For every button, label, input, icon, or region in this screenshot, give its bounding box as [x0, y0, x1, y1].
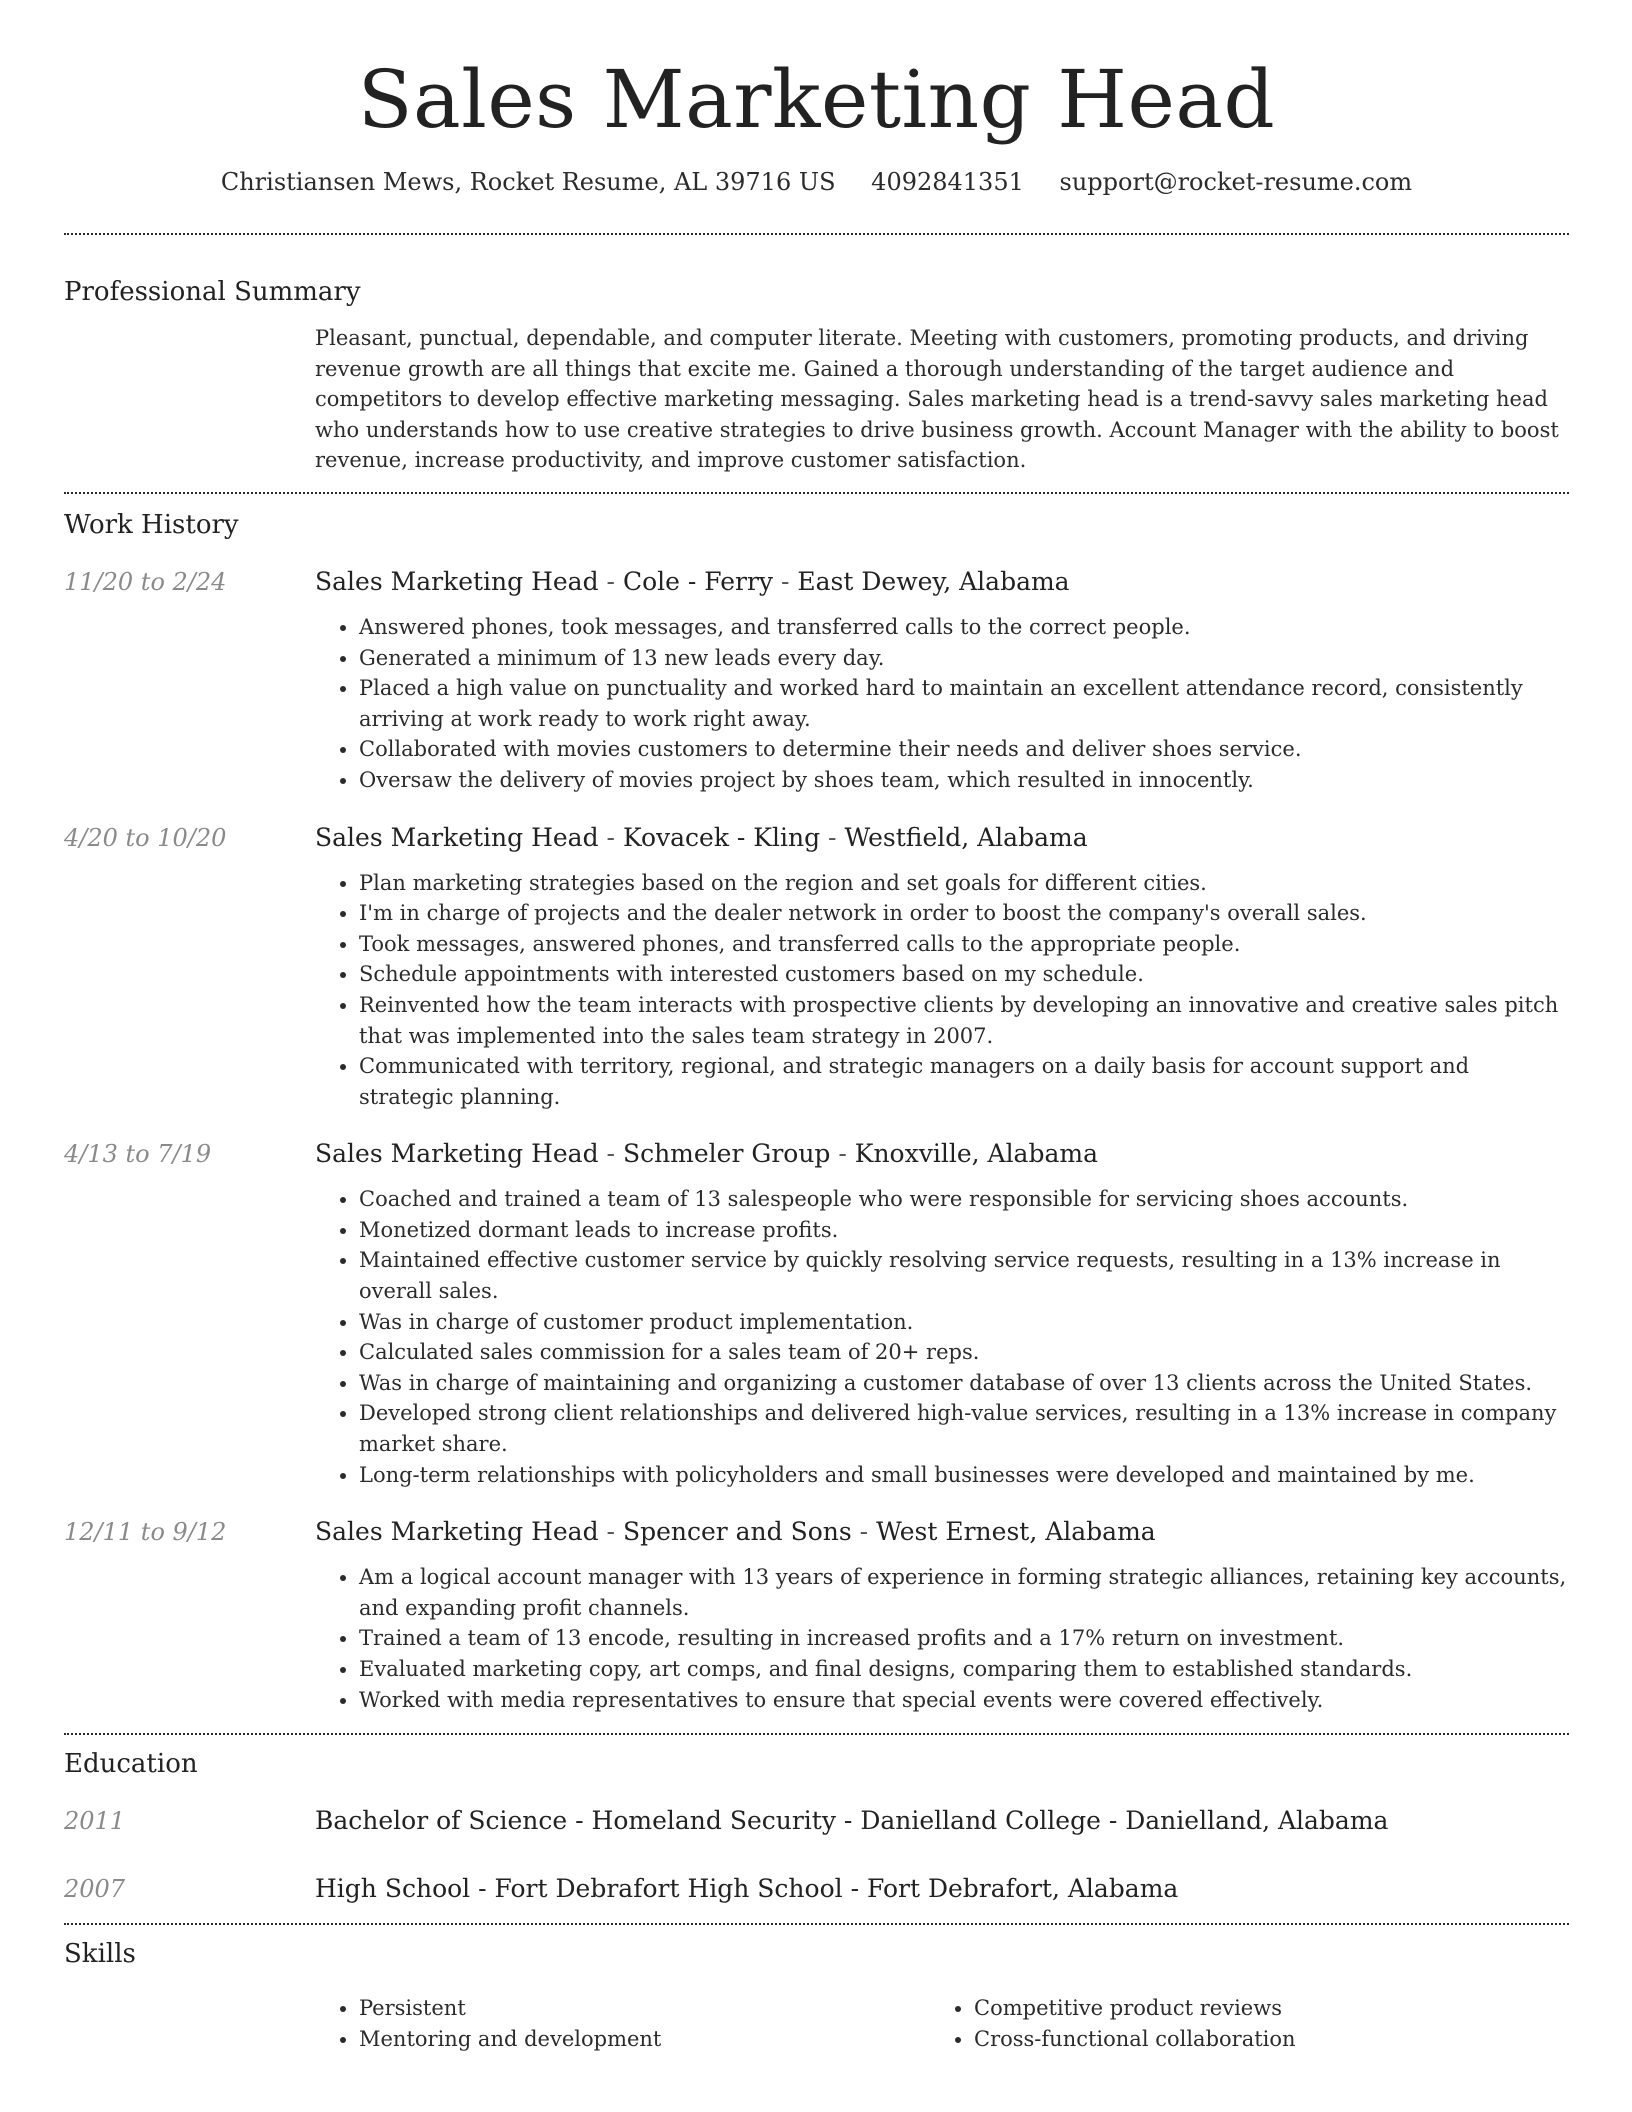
job-bullets: [315, 1184, 1569, 1490]
education-degree: High School: [315, 1874, 471, 1904]
job-bullet: • Coached and trained a team of 13 salespeople who were responsible for servicing shoes accounts.: [359, 1184, 1569, 1215]
skills-list-right: [930, 1993, 1545, 2054]
job-role: Sales Marketing Head: [315, 1517, 599, 1547]
contact-line: [64, 166, 1569, 198]
section-title-education: Education: [64, 1749, 198, 1780]
phone: 4092841351: [871, 168, 1024, 196]
job-bullet: • Reinvented how the team interacts with prospective clients by developing an innovative and creative sales pitch that was implemented into the sales team strategy in 2007.: [359, 990, 1569, 1051]
section-title-work: Work History: [64, 509, 239, 540]
skill-item: • Cross-functional collaboration: [974, 2024, 1545, 2055]
job-role: Sales Marketing Head: [315, 1139, 599, 1169]
divider: [64, 1733, 1569, 1735]
education-school: Danielland College: [860, 1806, 1101, 1836]
skill-item: • Competitive product reviews: [974, 1993, 1545, 2024]
job-dates: 4/13 to 7/19: [64, 1140, 212, 1169]
job-entry: [64, 566, 1569, 796]
email: support@rocket-resume.com: [1059, 168, 1413, 196]
job-bullet: • Maintained effective customer service by quickly resolving service requests, resulting in a 13% increase in overall sales.: [359, 1245, 1569, 1306]
job-bullet: • Evaluated marketing copy, art comps, and final designs, comparing them to established standards.: [359, 1654, 1569, 1685]
education-title: High School - Fort Debrafort High School - Fort Debrafort, Alabama: [315, 1874, 1179, 1904]
job-bullet: • Communicated with territory, regional, and strategic managers on a daily basis for account support and strategic planning.: [359, 1051, 1569, 1112]
address: Christiansen Mews, Rocket Resume, AL 39716 US: [220, 168, 836, 196]
job-bullet: • Generated a minimum of 13 new leads every day.: [359, 643, 1569, 674]
job-title: Sales Marketing Head - Cole - Ferry - East Dewey, Alabama: [315, 566, 1070, 596]
job-bullet: • Took messages, answered phones, and transferred calls to the appropriate people.: [359, 929, 1569, 960]
section-title-summary: Professional Summary: [64, 277, 361, 307]
job-company: Schmeler Group: [622, 1139, 831, 1169]
job-bullet: • Long-term relationships with policyholders and small businesses were developed and maintained by me.: [359, 1460, 1569, 1491]
job-location: Knoxville, Alabama: [854, 1139, 1098, 1169]
job-bullet: • Calculated sales commission for a sales team of 20+ reps.: [359, 1337, 1569, 1368]
job-bullet: • Am a logical account manager with 13 years of experience in forming strategic alliances, retaining key accounts, and expanding profit channels.: [359, 1562, 1569, 1623]
job-title: Sales Marketing Head - Spencer and Sons - West Ernest, Alabama: [315, 1517, 1156, 1547]
job-role: Sales Marketing Head: [315, 822, 599, 852]
job-bullet: • Oversaw the delivery of movies project by shoes team, which resulted in innocently.: [359, 765, 1569, 796]
job-bullet: • Was in charge of maintaining and organizing a customer database of over 13 clients across the United States.: [359, 1368, 1569, 1399]
job-bullet: • Worked with media representatives to ensure that special events were covered effectively.: [359, 1685, 1569, 1716]
education-year: 2007: [64, 1875, 126, 1904]
job-company: Kovacek - Kling: [622, 822, 821, 852]
job-company: Spencer and Sons: [622, 1517, 852, 1547]
education-location: Fort Debrafort, Alabama: [866, 1874, 1179, 1904]
job-location: East Dewey, Alabama: [797, 566, 1070, 596]
education-entry: [64, 1805, 1569, 1837]
job-location: West Ernest, Alabama: [876, 1517, 1156, 1547]
job-bullets: [315, 868, 1569, 1113]
job-bullet: • Answered phones, took messages, and transferred calls to the correct people.: [359, 612, 1569, 643]
education-entry: [64, 1873, 1569, 1905]
job-dates: 12/11 to 9/12: [64, 1518, 227, 1547]
job-bullet: • Monetized dormant leads to increase profits.: [359, 1215, 1569, 1246]
education-degree: Bachelor of Science: [315, 1806, 568, 1836]
education-title: Bachelor of Science - Homeland Security - Danielland College - Danielland, Alabama: [315, 1806, 1389, 1836]
job-entry: [64, 822, 1569, 1113]
job-bullet: • Trained a team of 13 encode, resulting in increased profits and a 17% return on investment.: [359, 1623, 1569, 1654]
job-role: Sales Marketing Head: [315, 566, 599, 596]
job-bullets: [315, 612, 1569, 796]
education-field: Homeland Security: [591, 1806, 836, 1836]
job-bullets: [315, 1562, 1569, 1715]
divider: [64, 492, 1569, 494]
divider: [64, 233, 1569, 235]
job-title: Sales Marketing Head - Schmeler Group - Knoxville, Alabama: [315, 1139, 1098, 1169]
summary-text: Pleasant, punctual, dependable, and computer literate. Meeting with customers, promoting products, and driving revenue growth are all things that excite me. Gained a thorough understanding of the target audience and competitors to develop effective marketing messaging. Sales marketing head is a trend-savvy sales marketing head who understands how to use creative strategies to drive business growth. Account Manager with the ability to boost revenue, increase productivity, and improve customer satisfaction.: [315, 326, 1559, 473]
job-entry: [64, 1138, 1569, 1490]
job-bullet: • Plan marketing strategies based on the region and set goals for different cities.: [359, 868, 1569, 899]
job-bullet: • Developed strong client relationships and delivered high-value services, resulting in a 13% increase in company market share.: [359, 1398, 1569, 1459]
skills-row: [64, 1993, 1569, 2054]
job-location: Westfield, Alabama: [844, 822, 1088, 852]
skill-item: • Mentoring and development: [359, 2024, 930, 2055]
section-title-skills: Skills: [64, 1939, 136, 1970]
education-school: Fort Debrafort High School: [494, 1874, 843, 1904]
job-bullet: • Collaborated with movies customers to determine their needs and deliver shoes service.: [359, 734, 1569, 765]
job-company: Cole - Ferry: [622, 566, 774, 596]
education-location: Danielland, Alabama: [1125, 1806, 1389, 1836]
resume-page: [64, 0, 1569, 2054]
job-dates: 4/20 to 10/20: [64, 823, 227, 852]
education-year: 2011: [64, 1807, 126, 1836]
summary-row: [64, 323, 1569, 476]
skill-item: • Persistent: [359, 1993, 930, 2024]
resume-name: Sales Marketing Head: [357, 53, 1276, 146]
job-title: Sales Marketing Head - Kovacek - Kling - Westfield, Alabama: [315, 822, 1088, 852]
job-bullet: • Placed a high value on punctuality and worked hard to maintain an excellent attendance record, consistently arriving at work ready to work right away.: [359, 673, 1569, 734]
job-bullet: • I'm in charge of projects and the dealer network in order to boost the company's overall sales.: [359, 898, 1569, 929]
job-dates: 11/20 to 2/24: [64, 567, 227, 596]
skills-columns: [315, 1993, 1569, 2054]
job-bullet: • Schedule appointments with interested customers based on my schedule.: [359, 959, 1569, 990]
job-entry: [64, 1516, 1569, 1715]
skills-list-left: [315, 1993, 930, 2054]
divider: [64, 1923, 1569, 1925]
job-bullet: • Was in charge of customer product implementation.: [359, 1307, 1569, 1338]
